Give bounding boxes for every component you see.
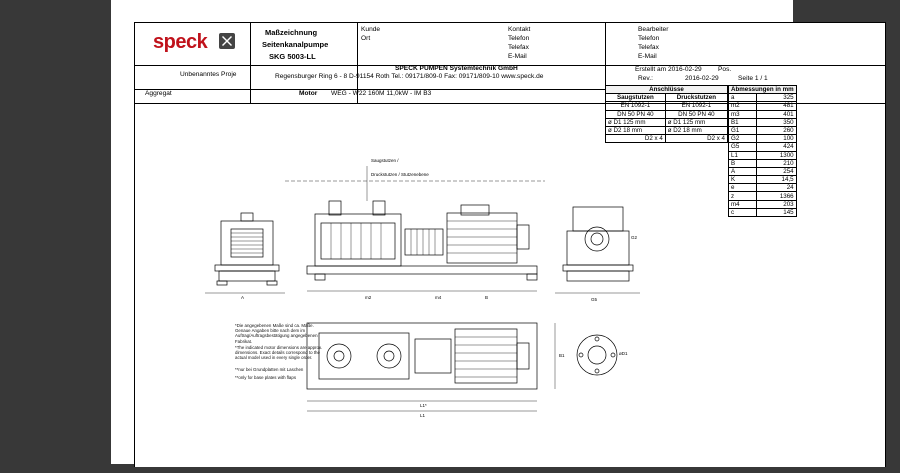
dim-key: B — [729, 159, 757, 167]
dim-label: L1* — [420, 403, 427, 408]
dim-label: B — [485, 295, 489, 300]
project-name: Unbenanntes Proje — [180, 71, 237, 78]
cell: DN 50 PN 40 — [606, 110, 666, 118]
dim-value: 254 — [757, 167, 796, 175]
note-en2: **only for base plates with flaps — [235, 375, 297, 380]
dim-value: 260 — [757, 126, 796, 134]
dim-label: øD1 — [619, 351, 628, 356]
druck-label: Druckstutzen / Stutzenebene — [371, 172, 429, 177]
dim-label: A — [241, 295, 245, 300]
title-line3: SKG 5003-LL — [269, 52, 316, 61]
bearbeiter-label: Bearbeiter — [638, 26, 669, 33]
speck-logo: speck — [153, 31, 208, 53]
dim-label: B1 — [559, 353, 565, 358]
cell: ø D2 18 mm — [606, 126, 666, 134]
document-page — [111, 0, 793, 464]
dim-value: 481 — [757, 102, 796, 110]
cell: DN 50 PN 40 — [665, 110, 727, 118]
cell: ø D2 18 mm — [665, 126, 727, 134]
dim-key: G1 — [729, 126, 757, 134]
front-view — [285, 166, 545, 291]
kontakt-label: Kontakt — [508, 26, 531, 33]
dim-key: e — [729, 184, 757, 192]
kunde-label: Kunde — [361, 26, 381, 33]
cell: EN 1092-1 — [665, 102, 727, 110]
editor-email-label: E-Mail — [638, 53, 657, 60]
dim-key: z — [729, 192, 757, 200]
dim-key: G5 — [729, 143, 757, 151]
dim-label: G5 — [591, 297, 598, 302]
note-de2: **nur bei Grundplatten mit Laschen — [235, 367, 304, 372]
note-de: *Die angegebenen Maße sind ca. Maße. Genaue Angaben bitte nach dem im Auftrag/Auftragsbestätigung angegebenen Fabrikat. — [235, 323, 318, 344]
flange-detail — [577, 335, 617, 375]
dim-label: m4 — [435, 295, 442, 300]
saug-label: Saugstutzen / — [371, 158, 399, 163]
connections-header: Anschlüsse — [606, 86, 728, 94]
cell: D2 x 4 — [606, 135, 666, 143]
motor-label: Motor — [299, 90, 318, 97]
sheet-number: Seite 1 / 1 — [738, 75, 768, 82]
dim-key: c — [729, 208, 757, 216]
pump-end-view — [555, 207, 640, 293]
dim-key: A — [729, 167, 757, 175]
speck-x-logo-icon — [219, 33, 235, 49]
divider — [250, 23, 251, 103]
cell: ø D1 125 mm — [606, 118, 666, 126]
divider — [605, 23, 606, 89]
note-en: *The indicated motor dimensions are approx. dimensions. Exact details correspond to the actual model used in every single order. — [235, 345, 323, 361]
dim-key: m2 — [729, 102, 757, 110]
dimensions-header: Abmessungen in mm — [729, 86, 797, 94]
table-row — [606, 102, 728, 110]
dim-label: m2 — [365, 295, 372, 300]
dim-key: m3 — [729, 110, 757, 118]
dim-label: L1 — [420, 413, 426, 418]
dim-value: 14,5 — [757, 176, 796, 184]
dim-value: 210 — [757, 159, 796, 167]
dim-value: 100 — [757, 135, 796, 143]
dim-value: 401 — [757, 110, 796, 118]
telefon-label: Telefon — [508, 35, 530, 42]
dim-key: L1 — [729, 151, 757, 159]
dim-value: 1300 — [757, 151, 796, 159]
ort-label: Ort — [361, 35, 371, 42]
table-row — [729, 110, 797, 118]
dim-key: m4 — [729, 200, 757, 208]
col-saug: Saugstutzen — [606, 94, 666, 102]
dim-key: B1 — [729, 118, 757, 126]
dim-value: 24 — [757, 184, 796, 192]
table-row — [606, 110, 728, 118]
editor-telefon-label: Telefon — [638, 35, 660, 42]
dim-key: G2 — [729, 135, 757, 143]
dim-value: 145 — [757, 208, 796, 216]
dim-value: 1366 — [757, 192, 796, 200]
technical-drawing — [135, 121, 885, 467]
title-line1: Maßzeichnung — [265, 28, 318, 37]
col-druck: Druckstutzen — [665, 94, 727, 102]
dim-value: 203 — [757, 200, 796, 208]
dim-value: 325 — [757, 94, 796, 102]
dim-key: K — [729, 176, 757, 184]
telefax-label: Telefax — [508, 44, 529, 51]
cell: ø D1 125 mm — [665, 118, 727, 126]
dim-value: 350 — [757, 118, 796, 126]
table-row — [729, 94, 797, 102]
motor-end-view — [205, 213, 285, 293]
dim-label: G2 — [631, 235, 638, 240]
company-address: Regensburger Ring 6 - 8 D-91154 Roth Tel.: 09171/809-0 Fax: 09171/809-10 www.speck.de — [275, 73, 544, 80]
email-label: E-Mail — [508, 53, 527, 60]
aggregat-label: Aggregat — [145, 90, 172, 97]
dim-value: 424 — [757, 143, 796, 151]
company-name: SPECK PUMPEN Systemtechnik GmbH — [395, 65, 518, 72]
erstellt-date: Erstellt am 2016-02-29 — [635, 66, 702, 73]
title-line2: Seitenkanalpumpe — [262, 40, 329, 49]
pos-label: Pos. — [718, 66, 732, 73]
rev-label: Rev.: — [638, 75, 653, 82]
top-view — [307, 323, 555, 411]
cell: D2 x 4 — [665, 135, 727, 143]
table-row — [729, 102, 797, 110]
cell: EN 1092-1 — [606, 102, 666, 110]
rev-date: 2016-02-29 — [685, 75, 719, 82]
editor-telefax-label: Telefax — [638, 44, 659, 51]
drawing-sheet — [134, 22, 886, 467]
motor-value: WEG - W22 160M 11,0kW - IM B3 — [331, 90, 432, 97]
dim-key: a — [729, 94, 757, 102]
